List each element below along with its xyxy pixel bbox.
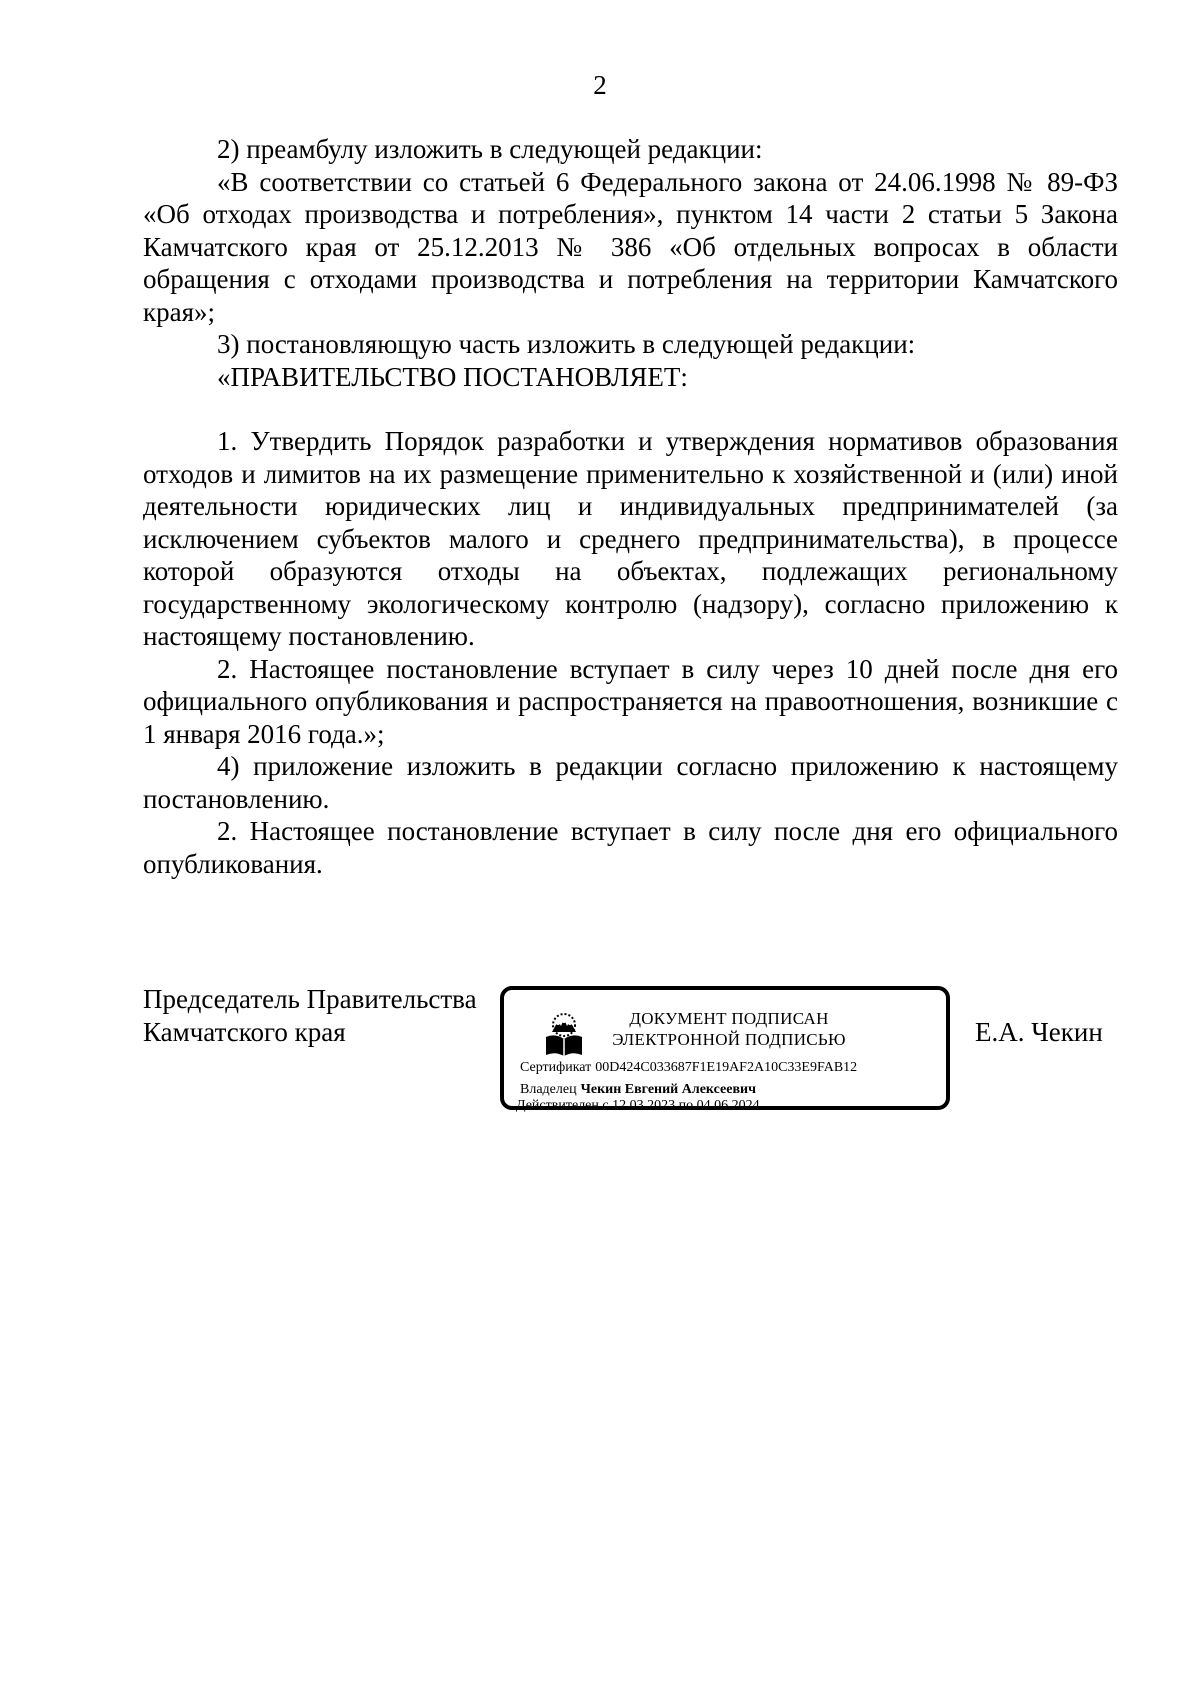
paragraph-heading: «ПРАВИТЕЛЬСТВО ПОСТАНОВЛЯЕТ:: [217, 361, 688, 392]
certificate-line: [520, 1060, 857, 1076]
signer-title-line: Камчатского края: [143, 1017, 346, 1047]
stamp-heading-line: ЭЛЕКТРОННОЙ ПОДПИСЬЮ: [612, 1030, 846, 1049]
signer-name: Е.А. Чекин: [975, 1017, 1103, 1047]
certificate-label: Сертификат: [520, 1060, 592, 1075]
signer-title: [143, 983, 477, 1049]
page-number: 2: [593, 70, 607, 100]
valid-from: 12.03.2023: [612, 1098, 676, 1113]
valid-label: Действителен с: [516, 1098, 609, 1113]
stamp-heading: [604, 1008, 854, 1050]
electronic-signature-stamp: [500, 986, 950, 1110]
paragraph: «В соответствии со статьей 6 Федерального закона от 24.06.1998 № 89-ФЗ «Об отходах производства и потребления», пунктом 14 части 2 статьи 5 Закона Камчатского края от 25.12.2013 № 386 «Об отдельных вопросах в области обращения с отходами производства и потребления на территории Камчатского края»;: [143, 166, 1118, 327]
stamp-heading-line: ДОКУМЕНТ ПОДПИСАН: [629, 1009, 829, 1028]
owner-label: Владелец: [520, 1082, 577, 1097]
owner-line: [520, 1082, 756, 1098]
signer-title-line: Председатель Правительства: [143, 984, 477, 1014]
kamchatka-emblem-icon: [540, 1012, 588, 1058]
valid-to: 04.06.2024: [696, 1098, 760, 1113]
paragraph: 4) приложение изложить в редакции согласно приложению к настоящему постановлению.: [143, 751, 1118, 814]
paragraph: 2. Настоящее постановление вступает в силу через 10 дней после дня его официального опубликования и распространяется на правоотношения, возникшие с 1 января 2016 года.»;: [143, 653, 1118, 749]
validity-line: [516, 1098, 760, 1114]
paragraph: 1. Утвердить Порядок разработки и утверждения нормативов образования отходов и лимитов на их размещение применительно к хозяйственной и (или) иной деятельности юридических лиц и индивидуальных предпринимателей (за исключением субъектов малого и среднего предпринимательства), в процессе которой образуются отходы на объектах, подлежащих региональному государственному экологическому контролю (надзору), согласно приложению к настоящему постановлению.: [143, 426, 1118, 651]
paragraph: 2) преамбулу изложить в следующей редакции:: [217, 134, 763, 164]
valid-to-label: по: [678, 1098, 694, 1113]
owner-value: Чекин Евгений Алексеевич: [580, 1082, 756, 1097]
paragraph: 2. Настоящее постановление вступает в силу после дня его официального опубликования.: [143, 816, 1118, 879]
certificate-value: 00D424C033687F1E19AF2A10C33E9FAB12: [595, 1060, 858, 1075]
document-body: [143, 133, 1118, 880]
paragraph: 3) постановляющую часть изложить в следующей редакции:: [217, 329, 916, 359]
